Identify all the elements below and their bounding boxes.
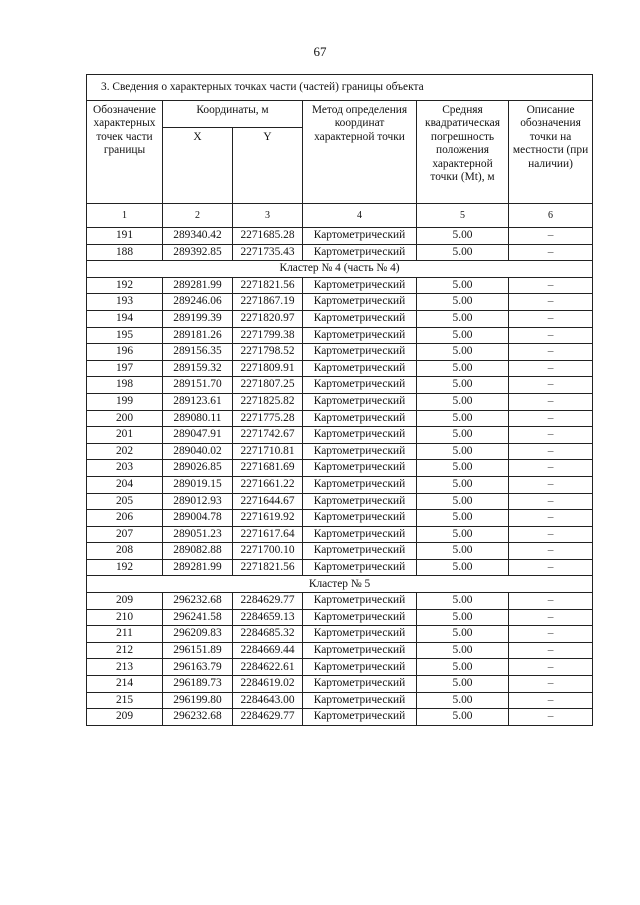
y-coordinate-cell: 2271700.10: [233, 543, 303, 560]
accuracy-cell: 5.00: [417, 294, 509, 311]
column-number: 2: [163, 204, 233, 228]
accuracy-cell: 5.00: [417, 493, 509, 510]
table-row: [87, 559, 593, 576]
method-cell: Картометрический: [303, 244, 417, 261]
y-coordinate-cell: 2271710.81: [233, 443, 303, 460]
method-cell: Картометрический: [303, 393, 417, 410]
point-number-cell: 209: [87, 593, 163, 610]
x-coordinate-cell: 289159.32: [163, 360, 233, 377]
method-cell: Картометрический: [303, 427, 417, 444]
method-cell: Картометрический: [303, 642, 417, 659]
description-cell: –: [509, 543, 593, 560]
method-cell: Картометрический: [303, 659, 417, 676]
cluster-4-title-row: [87, 261, 593, 278]
description-cell: –: [509, 377, 593, 394]
method-cell: Картометрический: [303, 559, 417, 576]
header-coordinates: Координаты, м: [163, 101, 303, 128]
table-row: [87, 692, 593, 709]
accuracy-cell: 5.00: [417, 344, 509, 361]
description-cell: –: [509, 360, 593, 377]
accuracy-cell: 5.00: [417, 709, 509, 726]
header-accuracy: Средняя квадратическая погрешность положения характерной точки (Mt), м: [417, 101, 509, 204]
x-coordinate-cell: 296232.68: [163, 709, 233, 726]
table-row: [87, 360, 593, 377]
description-cell: –: [509, 510, 593, 527]
accuracy-cell: 5.00: [417, 609, 509, 626]
point-number-cell: 196: [87, 344, 163, 361]
method-cell: Картометрический: [303, 310, 417, 327]
point-number-cell: 200: [87, 410, 163, 427]
y-coordinate-cell: 2271661.22: [233, 476, 303, 493]
accuracy-cell: 5.00: [417, 377, 509, 394]
x-coordinate-cell: 296151.89: [163, 642, 233, 659]
column-number: 3: [233, 204, 303, 228]
y-coordinate-cell: 2271681.69: [233, 460, 303, 477]
point-number-cell: 213: [87, 659, 163, 676]
method-cell: Картометрический: [303, 460, 417, 477]
method-cell: Картометрический: [303, 377, 417, 394]
x-coordinate-cell: 289047.91: [163, 427, 233, 444]
x-coordinate-cell: 289340.42: [163, 228, 233, 245]
y-coordinate-cell: 2271825.82: [233, 393, 303, 410]
accuracy-cell: 5.00: [417, 443, 509, 460]
x-coordinate-cell: 296209.83: [163, 626, 233, 643]
accuracy-cell: 5.00: [417, 543, 509, 560]
table-row: [87, 659, 593, 676]
section-title: 3. Сведения о характерных точках части (частей) границы объекта: [87, 75, 593, 101]
y-coordinate-cell: 2284659.13: [233, 609, 303, 626]
x-coordinate-cell: 289082.88: [163, 543, 233, 560]
accuracy-cell: 5.00: [417, 244, 509, 261]
boundary-points-table: [86, 74, 593, 726]
point-number-cell: 204: [87, 476, 163, 493]
x-coordinate-cell: 289392.85: [163, 244, 233, 261]
description-cell: –: [509, 609, 593, 626]
method-cell: Картометрический: [303, 692, 417, 709]
description-cell: –: [509, 642, 593, 659]
table-row: [87, 510, 593, 527]
description-cell: –: [509, 659, 593, 676]
column-number: 1: [87, 204, 163, 228]
y-coordinate-cell: 2271821.56: [233, 559, 303, 576]
table-row: [87, 642, 593, 659]
cluster-4-title: Кластер № 4 (часть № 4): [87, 261, 593, 278]
table-row: [87, 593, 593, 610]
accuracy-cell: 5.00: [417, 626, 509, 643]
method-cell: Картометрический: [303, 626, 417, 643]
method-cell: Картометрический: [303, 476, 417, 493]
header-row-1: [87, 101, 593, 128]
x-coordinate-cell: 289281.99: [163, 559, 233, 576]
description-cell: –: [509, 294, 593, 311]
description-cell: –: [509, 443, 593, 460]
x-coordinate-cell: 289199.39: [163, 310, 233, 327]
y-coordinate-cell: 2271820.97: [233, 310, 303, 327]
y-coordinate-cell: 2284643.00: [233, 692, 303, 709]
table-row: [87, 460, 593, 477]
method-cell: Картометрический: [303, 593, 417, 610]
y-coordinate-cell: 2271809.91: [233, 360, 303, 377]
table-row: [87, 327, 593, 344]
accuracy-cell: 5.00: [417, 510, 509, 527]
y-coordinate-cell: 2271742.67: [233, 427, 303, 444]
table-row: [87, 609, 593, 626]
accuracy-cell: 5.00: [417, 360, 509, 377]
accuracy-cell: 5.00: [417, 327, 509, 344]
point-number-cell: 192: [87, 277, 163, 294]
description-cell: –: [509, 228, 593, 245]
x-coordinate-cell: 289181.26: [163, 327, 233, 344]
y-coordinate-cell: 2284669.44: [233, 642, 303, 659]
header-x: X: [163, 128, 233, 204]
description-cell: –: [509, 460, 593, 477]
table-row: [87, 709, 593, 726]
description-cell: –: [509, 493, 593, 510]
table-row: [87, 443, 593, 460]
accuracy-cell: 5.00: [417, 593, 509, 610]
point-number-cell: 202: [87, 443, 163, 460]
x-coordinate-cell: 296199.80: [163, 692, 233, 709]
point-number-cell: 197: [87, 360, 163, 377]
accuracy-cell: 5.00: [417, 460, 509, 477]
accuracy-cell: 5.00: [417, 476, 509, 493]
description-cell: –: [509, 709, 593, 726]
description-cell: –: [509, 692, 593, 709]
description-cell: –: [509, 244, 593, 261]
point-number-cell: 215: [87, 692, 163, 709]
table-row: [87, 344, 593, 361]
description-cell: –: [509, 559, 593, 576]
table-row: [87, 393, 593, 410]
y-coordinate-cell: 2271799.38: [233, 327, 303, 344]
accuracy-cell: 5.00: [417, 228, 509, 245]
point-number-cell: 199: [87, 393, 163, 410]
y-coordinate-cell: 2284629.77: [233, 593, 303, 610]
x-coordinate-cell: 289246.06: [163, 294, 233, 311]
method-cell: Картометрический: [303, 277, 417, 294]
method-cell: Картометрический: [303, 510, 417, 527]
y-coordinate-cell: 2284622.61: [233, 659, 303, 676]
x-coordinate-cell: 289019.15: [163, 476, 233, 493]
header-point-designation: Обозначение характерных точек части границы: [87, 101, 163, 204]
point-number-cell: 193: [87, 294, 163, 311]
header-description: Описание обозначения точки на местности (при наличии): [509, 101, 593, 204]
header-method: Метод определения координат характерной точки: [303, 101, 417, 204]
table-row: [87, 493, 593, 510]
accuracy-cell: 5.00: [417, 277, 509, 294]
method-cell: Картометрический: [303, 228, 417, 245]
description-cell: –: [509, 593, 593, 610]
y-coordinate-cell: 2284619.02: [233, 676, 303, 693]
point-number-cell: 191: [87, 228, 163, 245]
x-coordinate-cell: 289012.93: [163, 493, 233, 510]
method-cell: Картометрический: [303, 410, 417, 427]
table-row: [87, 626, 593, 643]
x-coordinate-cell: 289151.70: [163, 377, 233, 394]
table-row: [87, 410, 593, 427]
point-number-cell: 205: [87, 493, 163, 510]
table-row: [87, 294, 593, 311]
description-cell: –: [509, 393, 593, 410]
method-cell: Картометрический: [303, 360, 417, 377]
point-number-cell: 194: [87, 310, 163, 327]
table-row: [87, 543, 593, 560]
y-coordinate-cell: 2271617.64: [233, 526, 303, 543]
method-cell: Картометрический: [303, 493, 417, 510]
point-number-cell: 201: [87, 427, 163, 444]
point-number-cell: 211: [87, 626, 163, 643]
section-title-row: [87, 75, 593, 101]
x-coordinate-cell: 289004.78: [163, 510, 233, 527]
description-cell: –: [509, 476, 593, 493]
description-cell: –: [509, 344, 593, 361]
column-number: 6: [509, 204, 593, 228]
y-coordinate-cell: 2271685.28: [233, 228, 303, 245]
point-number-cell: 209: [87, 709, 163, 726]
description-cell: –: [509, 427, 593, 444]
description-cell: –: [509, 526, 593, 543]
method-cell: Картометрический: [303, 676, 417, 693]
y-coordinate-cell: 2271798.52: [233, 344, 303, 361]
cluster-5-title: Кластер № 5: [87, 576, 593, 593]
point-number-cell: 188: [87, 244, 163, 261]
table-row: [87, 676, 593, 693]
point-number-cell: 203: [87, 460, 163, 477]
y-coordinate-cell: 2271775.28: [233, 410, 303, 427]
x-coordinate-cell: 296163.79: [163, 659, 233, 676]
table-row: [87, 244, 593, 261]
method-cell: Картометрический: [303, 526, 417, 543]
point-number-cell: 207: [87, 526, 163, 543]
accuracy-cell: 5.00: [417, 642, 509, 659]
accuracy-cell: 5.00: [417, 676, 509, 693]
point-number-cell: 210: [87, 609, 163, 626]
y-coordinate-cell: 2284685.32: [233, 626, 303, 643]
accuracy-cell: 5.00: [417, 659, 509, 676]
cluster-5-title-row: [87, 576, 593, 593]
description-cell: –: [509, 277, 593, 294]
column-number: 4: [303, 204, 417, 228]
x-coordinate-cell: 296232.68: [163, 593, 233, 610]
table-row: [87, 476, 593, 493]
description-cell: –: [509, 310, 593, 327]
x-coordinate-cell: 289040.02: [163, 443, 233, 460]
y-coordinate-cell: 2271644.67: [233, 493, 303, 510]
point-number-cell: 198: [87, 377, 163, 394]
accuracy-cell: 5.00: [417, 393, 509, 410]
method-cell: Картометрический: [303, 443, 417, 460]
y-coordinate-cell: 2284629.77: [233, 709, 303, 726]
table-row: [87, 228, 593, 245]
accuracy-cell: 5.00: [417, 310, 509, 327]
accuracy-cell: 5.00: [417, 559, 509, 576]
accuracy-cell: 5.00: [417, 692, 509, 709]
column-numbers-row: [87, 204, 593, 228]
point-number-cell: 195: [87, 327, 163, 344]
x-coordinate-cell: 289156.35: [163, 344, 233, 361]
y-coordinate-cell: 2271807.25: [233, 377, 303, 394]
table-row: [87, 277, 593, 294]
x-coordinate-cell: 289080.11: [163, 410, 233, 427]
accuracy-cell: 5.00: [417, 526, 509, 543]
method-cell: Картометрический: [303, 609, 417, 626]
table-row: [87, 526, 593, 543]
header-y: Y: [233, 128, 303, 204]
table-row: [87, 427, 593, 444]
y-coordinate-cell: 2271735.43: [233, 244, 303, 261]
point-number-cell: 214: [87, 676, 163, 693]
point-number-cell: 192: [87, 559, 163, 576]
method-cell: Картометрический: [303, 294, 417, 311]
x-coordinate-cell: 296189.73: [163, 676, 233, 693]
x-coordinate-cell: 289123.61: [163, 393, 233, 410]
description-cell: –: [509, 626, 593, 643]
y-coordinate-cell: 2271867.19: [233, 294, 303, 311]
method-cell: Картометрический: [303, 327, 417, 344]
table-row: [87, 377, 593, 394]
page-number: 67: [313, 44, 327, 59]
point-number-cell: 212: [87, 642, 163, 659]
accuracy-cell: 5.00: [417, 410, 509, 427]
point-number-cell: 208: [87, 543, 163, 560]
description-cell: –: [509, 676, 593, 693]
method-cell: Картометрический: [303, 344, 417, 361]
method-cell: Картометрический: [303, 709, 417, 726]
method-cell: Картометрический: [303, 543, 417, 560]
y-coordinate-cell: 2271619.92: [233, 510, 303, 527]
accuracy-cell: 5.00: [417, 427, 509, 444]
point-number-cell: 206: [87, 510, 163, 527]
description-cell: –: [509, 410, 593, 427]
x-coordinate-cell: 296241.58: [163, 609, 233, 626]
column-number: 5: [417, 204, 509, 228]
table-row: [87, 310, 593, 327]
description-cell: –: [509, 327, 593, 344]
x-coordinate-cell: 289281.99: [163, 277, 233, 294]
x-coordinate-cell: 289026.85: [163, 460, 233, 477]
y-coordinate-cell: 2271821.56: [233, 277, 303, 294]
x-coordinate-cell: 289051.23: [163, 526, 233, 543]
